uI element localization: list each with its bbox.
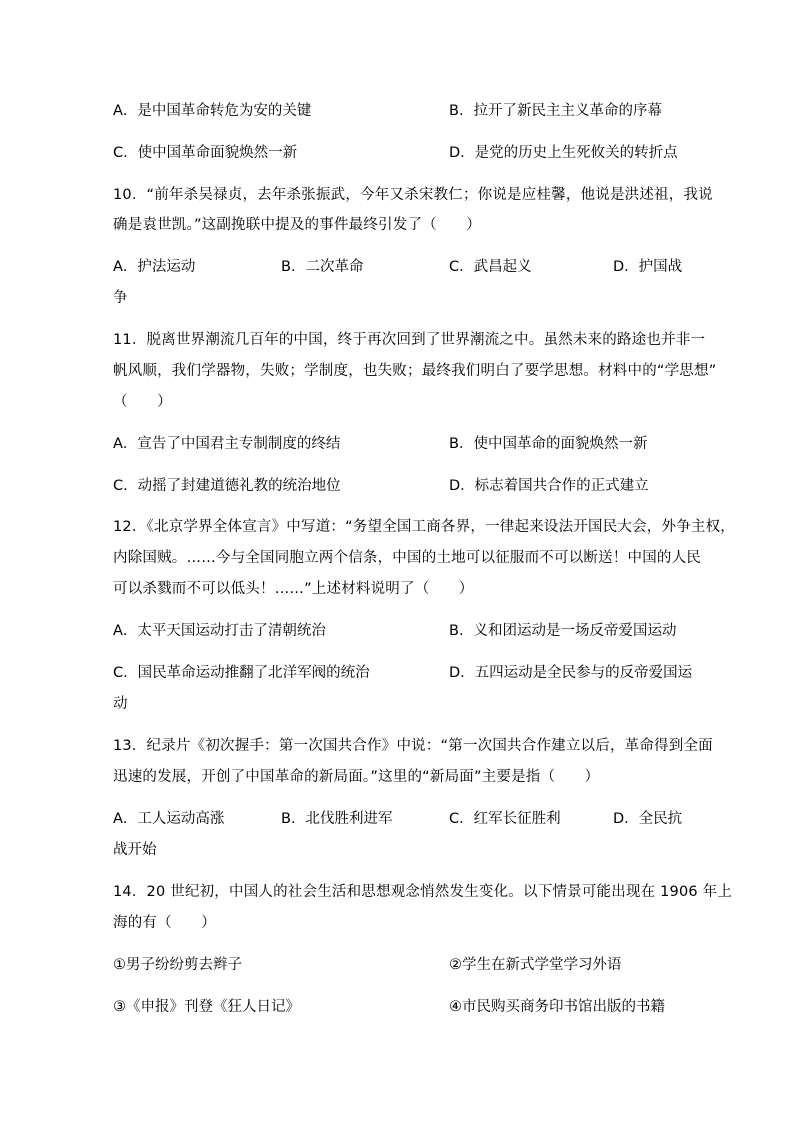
q14-item-1: ①男子纷纷剪去辫子 <box>113 957 242 973</box>
q13-stem-line-1: 13．纪录片《初次握手：第一次国共合作》中说：“第一次国共合作建立以后，革命得到全面 <box>113 738 713 754</box>
q14-stem-line-1: 14．20 世纪初，中国人的社会生活和思想观念悄然发生变化。以下情景可能出现在 1906 年上 <box>113 884 733 900</box>
q10-stem-line-2: 确是袁世凯。”这副挽联中提及的事件最终引发了（ ） <box>113 217 481 233</box>
q14-stem-line-2: 海的有（ ） <box>113 915 216 931</box>
q12-option-d: D．五四运动是全民参与的反帝爱国运 <box>449 665 693 681</box>
q11-option-b: B．使中国革命的面貌焕然一新 <box>449 436 648 452</box>
q9-option-d: D．是党的历史上生死攸关的转折点 <box>449 145 678 161</box>
q9-option-a: A．是中国革命转危为安的关键 <box>113 103 312 119</box>
q12-stem-line-3: 可以杀戮而不可以低头！……”上述材料说明了（ ） <box>113 581 474 597</box>
q11-stem-line-2: 帆风顺，我们学器物，失败；学制度，也失败；最终我们明白了要学思想。材料中的“学思想” <box>113 363 717 379</box>
q13-option-d: D．全民抗 <box>613 811 683 827</box>
q12-stem-line-1: 12．《北京学界全体宣言》中写道：“务望全国工商各界，一律起来设法开国民大会，外争主权， <box>113 519 736 535</box>
q11-stem-line-3: （ ） <box>113 394 172 410</box>
q11-option-c: C．动摇了封建道德礼教的统治地位 <box>113 478 341 494</box>
q10-option-d-continued: 争 <box>113 290 128 306</box>
q14-item-2: ②学生在新式学堂学习外语 <box>449 957 622 973</box>
q13-option-d-continued: 战开始 <box>113 842 157 858</box>
q14-item-4: ④市民购买商务印书馆出版的书籍 <box>449 999 665 1015</box>
q14-item-3: ③《申报》刊登《狂人日记》 <box>113 999 300 1015</box>
q13-option-c: C．红军长征胜利 <box>449 811 561 827</box>
q9-option-c: C．使中国革命面貌焕然一新 <box>113 145 298 161</box>
q11-option-d: D．标志着国共合作的正式建立 <box>449 478 649 494</box>
q9-option-b: B．拉开了新民主主义革命的序幕 <box>449 103 662 119</box>
q13-stem-line-2: 迅速的发展，开创了中国革命的新局面。”这里的“新局面”主要是指（ ） <box>113 769 600 785</box>
q11-option-a: A．宣告了中国君主专制制度的终结 <box>113 436 341 452</box>
q12-stem-line-2: 内除国贼。……今与全国同胞立两个信条，中国的土地可以征服而不可以断送！中国的人民 <box>113 550 701 566</box>
q11-stem-line-1: 11．脱离世界潮流几百年的中国，终于再次回到了世界潮流之中。虽然未来的路途也并非一 <box>113 332 706 348</box>
q10-option-b: B．二次革命 <box>281 259 364 275</box>
q10-option-c: C．武昌起义 <box>449 259 532 275</box>
q10-stem-line-1: 10．“前年杀吴禄贞，去年杀张振武，今年又杀宋教仁；你说是应桂馨，他说是洪述祖，我说 <box>113 187 713 203</box>
q10-option-a: A．护法运动 <box>113 259 196 275</box>
q13-option-b: B．北伐胜利进军 <box>281 811 393 827</box>
q12-option-a: A．太平天国运动打击了清朝统治 <box>113 623 326 639</box>
q12-option-d-continued: 动 <box>113 696 128 712</box>
q12-option-c: C．国民革命运动推翻了北洋军阀的统治 <box>113 665 370 681</box>
q10-option-d: D．护国战 <box>613 259 683 275</box>
q12-option-b: B．义和团运动是一场反帝爱国运动 <box>449 623 677 639</box>
q13-option-a: A．工人运动高涨 <box>113 811 225 827</box>
